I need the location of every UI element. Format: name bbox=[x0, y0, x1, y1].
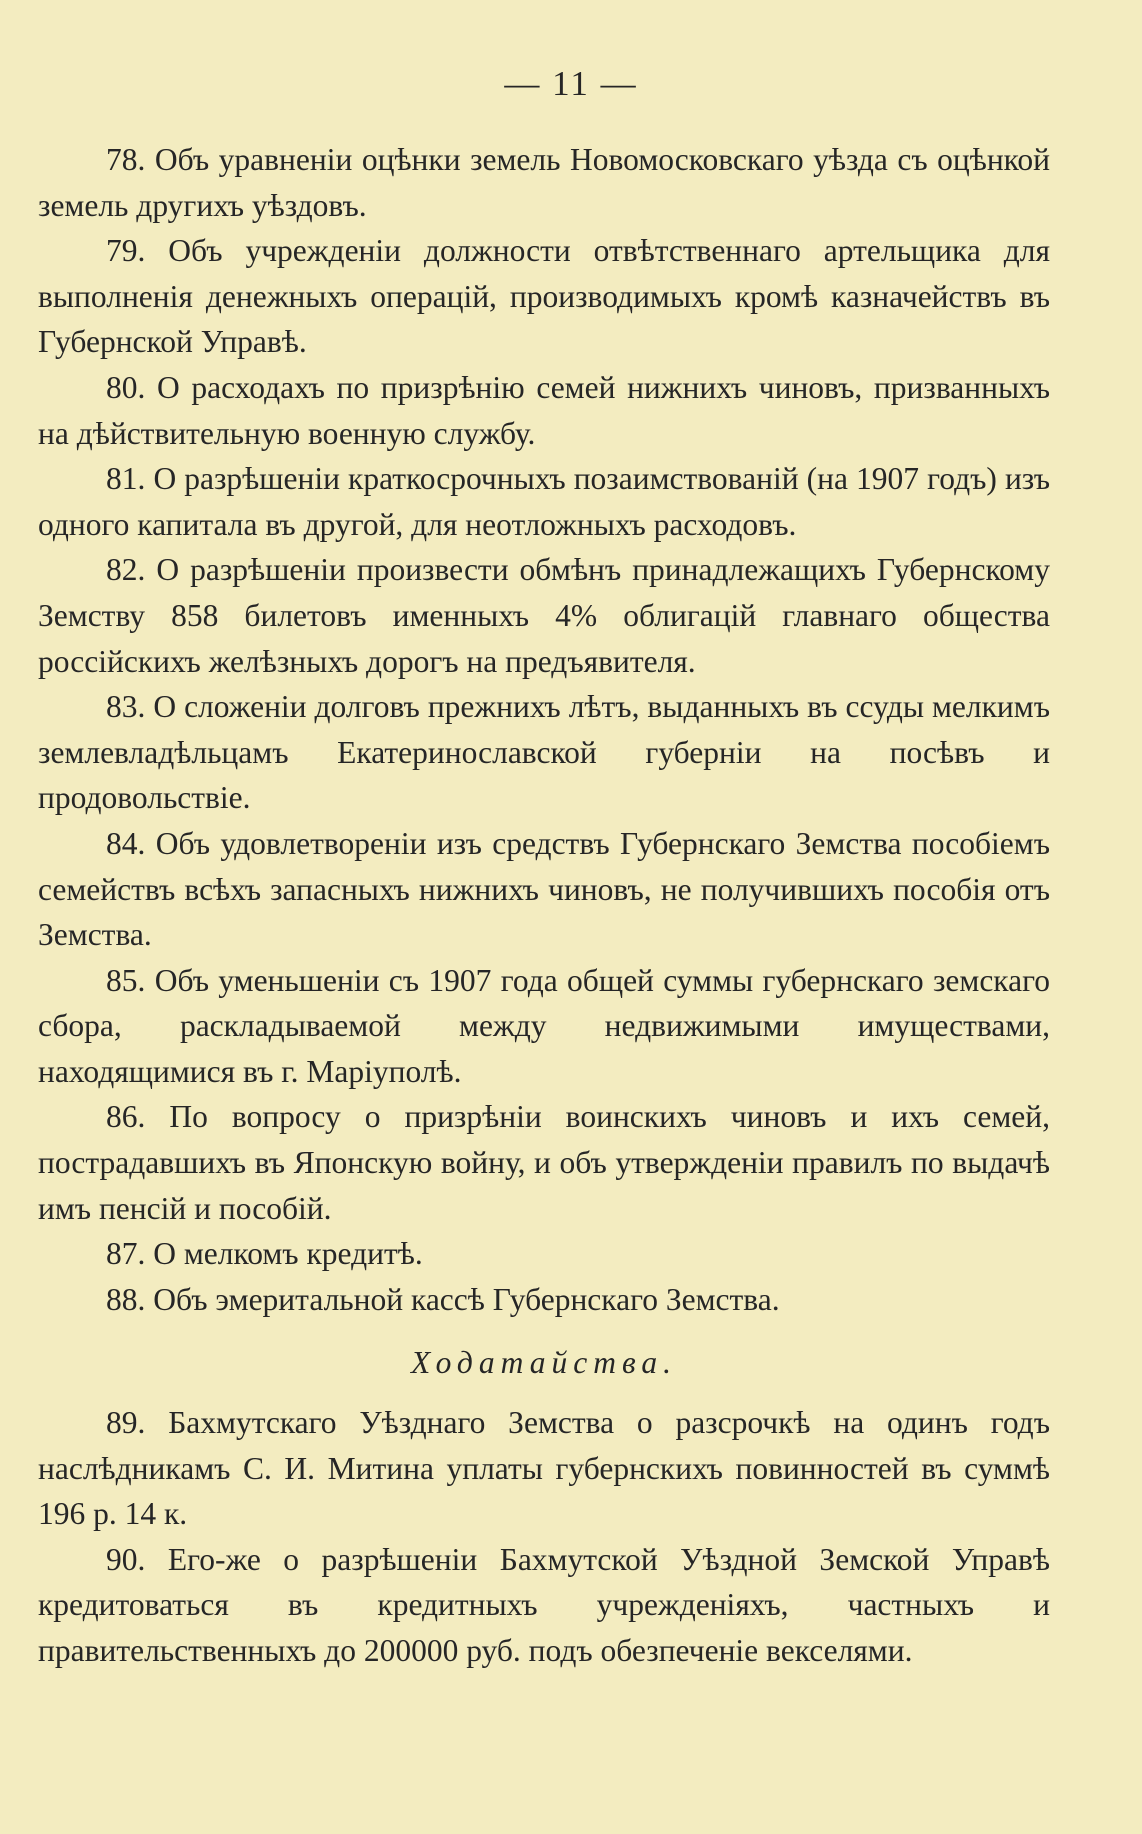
agenda-item-85: 85. Объ уменьшеніи съ 1907 года общей суммы губернскаго земскаго сбора, раскладываемой между недвижимыми имуществами, находящимися въ г. Маріуполѣ. bbox=[38, 962, 1050, 1089]
agenda-item-90: 90. Его-же о разрѣшеніи Бахмутской Уѣздной Земской Управѣ кредитоваться въ кредитныхъ учрежденіяхъ, частныхъ и правительственныхъ до 200000 руб. подъ обезпеченіе векселями. bbox=[38, 1541, 1050, 1668]
agenda-item-89: 89. Бахмутскаго Уѣзднаго Земства о разсрочкѣ на одинъ годъ наслѣдникамъ С. И. Митина уплаты губернскихъ повинностей въ суммѣ 196 р. 14 к. bbox=[38, 1405, 1050, 1532]
agenda-item-82: 82. О разрѣшеніи произвести обмѣнъ принадлежащихъ Губернскому Земству 858 билетовъ именныхъ 4% облигацій главнаго общества россійскихъ желѣзныхъ дорогъ на предъявителя. bbox=[38, 552, 1050, 679]
agenda-list bbox=[38, 137, 1050, 1674]
agenda-item-83: 83. О сложеніи долговъ прежнихъ лѣтъ, выданныхъ въ ссуды мелкимъ землевладѣльцамъ Екатеринославской губерніи на посѣвъ и продовольствіе. bbox=[38, 689, 1050, 816]
agenda-item-81: 81. О разрѣшеніи краткосрочныхъ позаимствованій (на 1907 годъ) изъ одного капитала въ другой, для неотложныхъ расходовъ. bbox=[38, 461, 1050, 542]
agenda-item-79: 79. Объ учрежденіи должности отвѣтственнаго артельщика для выполненія денежныхъ операцій, производимыхъ кромѣ казначействъ въ Губернской Управѣ. bbox=[38, 233, 1050, 360]
agenda-item-84: 84. Объ удовлетвореніи изъ средствъ Губернскаго Земства пособіемъ семействъ всѣхъ запасныхъ нижнихъ чиновъ, не получившихъ пособія отъ Земства. bbox=[38, 825, 1050, 953]
page-number: — 11 — bbox=[504, 64, 638, 103]
agenda-item-78: 78. Объ уравненіи оцѣнки земель Новомосковскаго уѣзда съ оцѣнкой земель другихъ уѣздовъ. bbox=[38, 142, 1050, 223]
agenda-item-88: 88. Объ эмеритальной кассѣ Губернскаго Земства. bbox=[106, 1281, 780, 1317]
section-heading-petitions: Ходатайства. bbox=[410, 1345, 678, 1381]
agenda-item-86: 86. По вопросу о призрѣніи воинскихъ чиновъ и ихъ семей, пострадавшихъ въ Японскую войну, и объ утвержденіи правилъ по выдачѣ имъ пенсій и пособій. bbox=[38, 1099, 1050, 1226]
agenda-item-87: 87. О мелкомъ кредитѣ. bbox=[106, 1236, 423, 1272]
agenda-item-80: 80. О расходахъ по призрѣнію семей нижнихъ чиновъ, призванныхъ на дѣйствительную военную службу. bbox=[38, 369, 1050, 451]
